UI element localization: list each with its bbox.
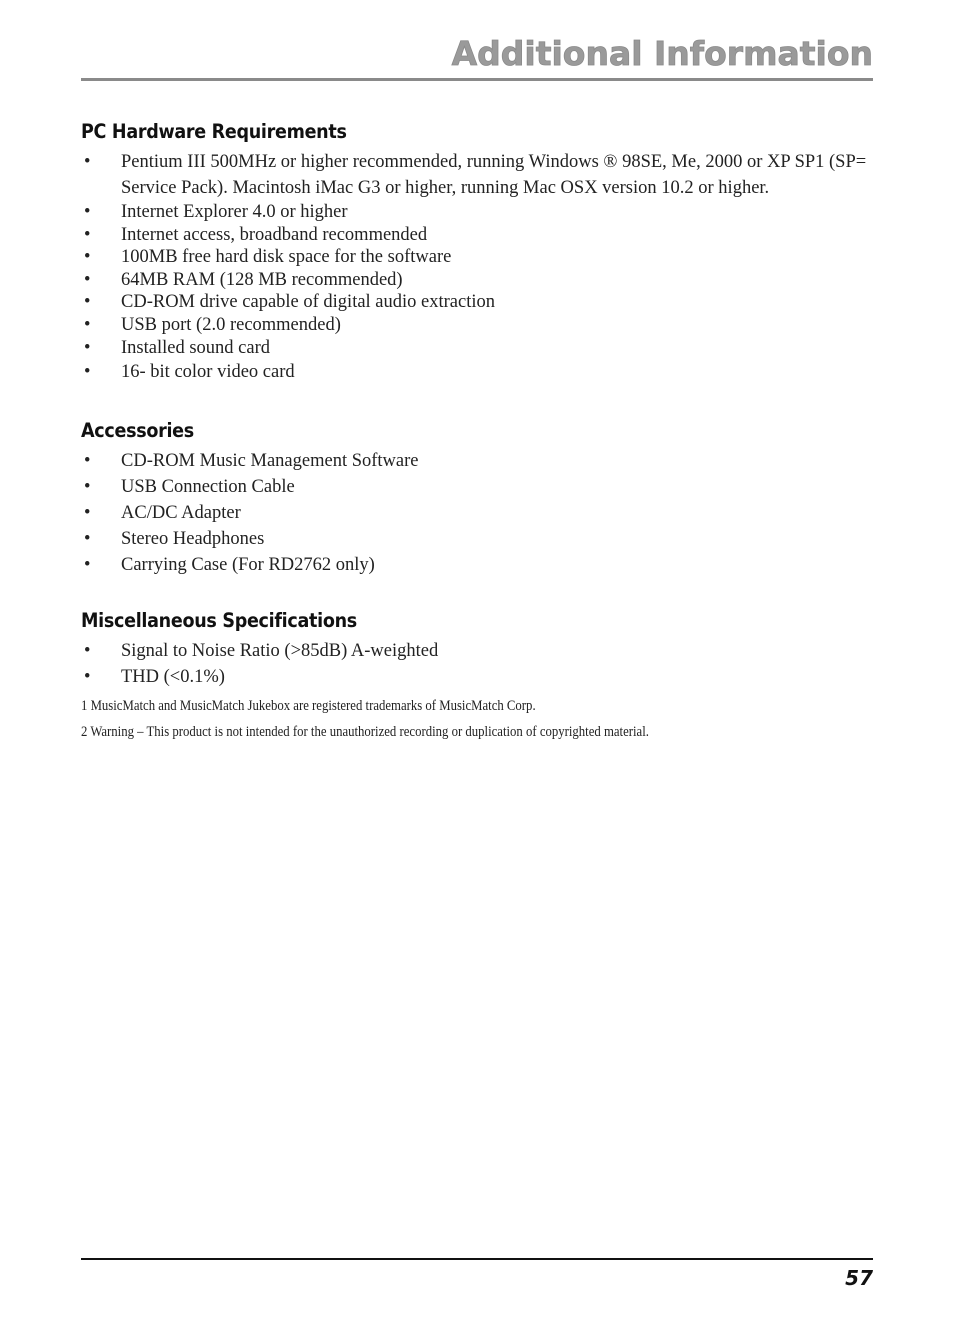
list-item-text: Carrying Case (For RD2762 only) — [121, 555, 375, 576]
list-item — [81, 526, 873, 552]
list-item — [81, 314, 873, 337]
list-item-text: CD-ROM drive capable of digital audio extraction — [121, 292, 496, 313]
bullet-icon: • — [84, 314, 91, 335]
list-item — [81, 664, 873, 690]
section-miscellaneous-specifications — [81, 607, 873, 690]
list-item-text: Pentium III 500MHz or higher recommended, running Windows ® 98SE, Me, 2000 or XP SP1 (SP= Service Pack). Macintosh iMac G3 or higher, running Mac OSX version 10.2 or higher. — [121, 152, 867, 198]
footnote-trademark: 1 MusicMatch and MusicMatch Jukebox are registered trademarks of MusicMatch Corp. — [81, 698, 536, 715]
bullet-icon: • — [84, 152, 91, 172]
footer-rule — [81, 1258, 873, 1260]
list-item — [81, 149, 873, 201]
list-item — [81, 474, 873, 500]
list-item-text: Internet access, broadband recommended — [121, 224, 428, 245]
bullet-icon: • — [84, 269, 91, 290]
list-item — [81, 359, 873, 385]
list-item — [81, 246, 873, 269]
bullet-icon: • — [84, 247, 91, 268]
bullet-icon: • — [84, 529, 91, 550]
list-item — [81, 224, 873, 247]
bullet-list — [81, 638, 873, 690]
list-item-text: Internet Explorer 4.0 or higher — [121, 202, 348, 222]
list-item-text: USB port (2.0 recommended) — [121, 314, 341, 335]
list-item-text: 100MB free hard disk space for the software — [121, 247, 452, 268]
list-item-text: Stereo Headphones — [121, 529, 265, 550]
list-item — [81, 201, 873, 224]
bullet-list — [81, 149, 873, 385]
bullet-icon: • — [84, 292, 91, 313]
section-pc-hardware-requirements — [81, 118, 873, 385]
footnote-warning: 2 Warning – This product is not intended for the unauthorized recording or duplication of copyrighted material. — [81, 724, 649, 741]
list-item-text: 16- bit color video card — [121, 362, 295, 383]
list-item-text: AC/DC Adapter — [121, 503, 241, 524]
bullet-icon: • — [84, 224, 91, 245]
list-item-text: USB Connection Cable — [121, 477, 295, 498]
list-item — [81, 500, 873, 526]
bullet-icon: • — [84, 641, 91, 662]
list-item — [81, 337, 873, 360]
list-item — [81, 291, 873, 314]
bullet-icon: • — [84, 555, 91, 576]
list-item-text: THD (<0.1%) — [121, 667, 225, 688]
section-accessories — [81, 417, 873, 578]
header-rule — [81, 78, 873, 81]
bullet-icon: • — [84, 451, 91, 472]
list-item-text: Installed sound card — [121, 337, 270, 358]
list-item — [81, 448, 873, 474]
list-item — [81, 638, 873, 664]
bullet-icon: • — [84, 362, 91, 383]
bullet-icon: • — [84, 337, 91, 358]
list-item-text: 64MB RAM (128 MB recommended) — [121, 269, 403, 290]
page-title: Additional Information — [451, 34, 873, 73]
section-heading: Miscellaneous Specifications — [81, 609, 357, 633]
list-item-text: CD-ROM Music Management Software — [121, 451, 419, 472]
section-heading: PC Hardware Requirements — [81, 120, 347, 143]
page-number: 57 — [845, 1266, 873, 1290]
page-content — [81, 118, 873, 745]
bullet-icon: • — [84, 202, 91, 222]
bullet-icon: • — [84, 667, 91, 688]
list-item — [81, 552, 873, 578]
list-item — [81, 269, 873, 292]
bullet-list — [81, 448, 873, 578]
list-item-text: Signal to Noise Ratio (>85dB) A-weighted — [121, 641, 439, 662]
footnotes — [81, 693, 873, 745]
bullet-icon: • — [84, 477, 91, 498]
page-header — [81, 30, 873, 78]
section-heading: Accessories — [81, 419, 194, 443]
bullet-icon: • — [84, 503, 91, 524]
